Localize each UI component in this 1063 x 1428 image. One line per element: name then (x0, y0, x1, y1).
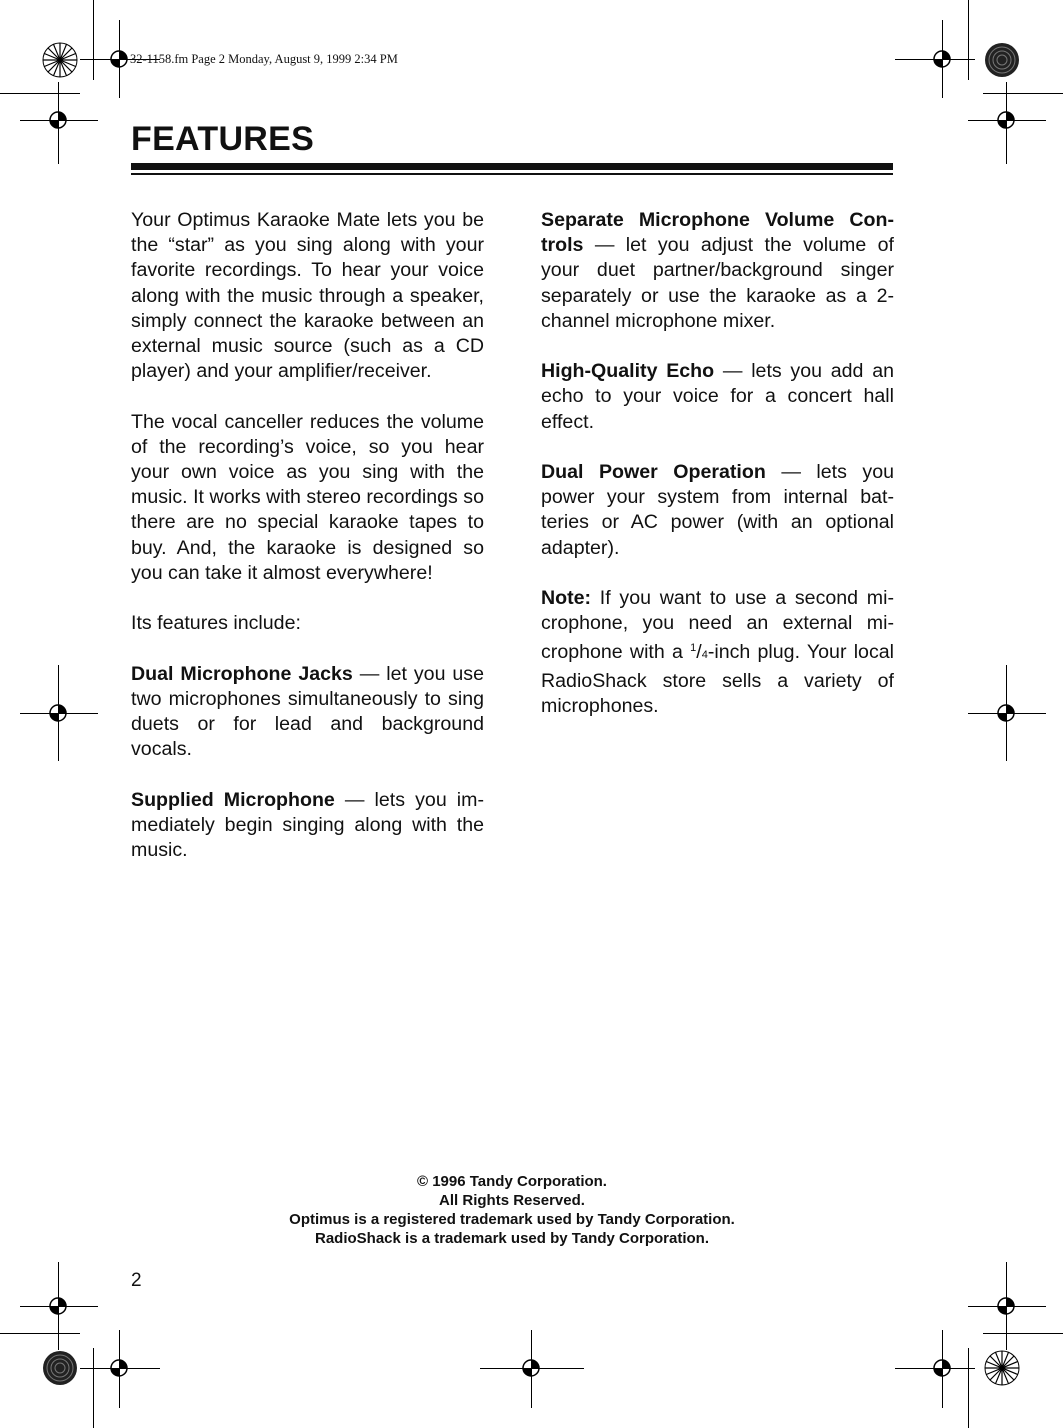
file-info-header: 32-1158.fm Page 2 Monday, August 9, 1999 2:34 PM (130, 52, 398, 66)
star-rosette-icon (984, 1350, 1020, 1386)
registration-target-icon (928, 1354, 956, 1382)
feature-item (131, 662, 484, 763)
crop-mark (93, 1348, 94, 1428)
crop-mark (0, 93, 80, 94)
feature-description: — lets you add an echo to your voice for a concert hall effect. (541, 360, 894, 433)
title-rule-thin (131, 173, 893, 175)
page-title: FEATURES (131, 120, 315, 158)
crop-mark (983, 1333, 1063, 1334)
registration-target-icon (105, 1354, 133, 1382)
feature-name: High-Quality Echo (541, 360, 715, 383)
registration-target-icon (44, 1292, 72, 1320)
crop-mark (983, 93, 1063, 94)
registration-target-icon (105, 45, 133, 73)
note-label: Note: (541, 587, 592, 609)
note-text: If you want to use a second microphone, you need an external microphone with a (541, 587, 894, 664)
crop-mark (968, 0, 969, 80)
note (541, 586, 894, 719)
feature-item (541, 460, 894, 561)
title-rule-thick (131, 163, 893, 170)
fraction-numerator: 1 (690, 642, 697, 655)
trademark-line: RadioShack is a trademark used by Tandy Corporation. (315, 1230, 709, 1247)
registration-target-icon (992, 106, 1020, 134)
feature-name: Dual Microphone Jacks (131, 662, 353, 685)
registration-target-icon (928, 45, 956, 73)
registration-target-icon (992, 1292, 1020, 1320)
feature-item (131, 788, 484, 864)
page-number: 2 (131, 1270, 142, 1291)
fraction-quarter: $^1$/4 (690, 641, 708, 664)
star-rosette-icon (42, 42, 78, 78)
intro-paragraph: Its features include: (131, 612, 301, 635)
feature-name: Separate Microphone Volume Controls (541, 209, 894, 257)
star-rosette-icon (984, 42, 1020, 78)
crop-mark (968, 1348, 969, 1428)
intro-paragraph: The vocal canceller reduces the volume of the recording’s voice, so you hear your own voice as you sing with the music. It works with stereo recordings so there are no special karaoke tapes to buy. And, the karaoke is designed so you can take it almost everywhere! (131, 410, 484, 584)
feature-description: — lets you power your system from internal batteries or AC power (with an optional adapter). (541, 461, 894, 559)
feature-description: — let you adjust the volume of your duet partner/background singer separately or use the karaoke as a 2-channel microphone mixer. (541, 234, 894, 332)
registration-target-icon (517, 1354, 545, 1382)
note-text: -inch plug. Your local RadioShack store sells a variety of microphones. (541, 641, 894, 717)
left-column (131, 208, 484, 888)
feature-name: Supplied Microphone (131, 788, 335, 811)
feature-description: — let you use two microphones simultaneously to sing duets or for lead and background vocals. (131, 662, 484, 761)
trademark-line: Optimus is a registered trademark used by Tandy Corporation. (289, 1211, 735, 1228)
feature-description: — lets you immediately begin singing along with the music. (131, 788, 484, 862)
registration-target-icon (44, 106, 72, 134)
rights-line: All Rights Reserved. (439, 1192, 585, 1209)
feature-name: Dual Power Operation (541, 461, 766, 483)
feature-item (541, 208, 894, 334)
star-rosette-icon (42, 1350, 78, 1386)
crop-mark (93, 0, 94, 80)
right-column (541, 208, 894, 744)
copyright-line: © 1996 Tandy Corporation. (417, 1173, 607, 1190)
crop-mark (0, 1333, 80, 1334)
copyright-footer (0, 1172, 1024, 1248)
fraction-denominator: 4 (701, 649, 708, 662)
registration-target-icon (44, 699, 72, 727)
intro-paragraph: Your Optimus Karaoke Mate lets you be the “star” as you sing along with your favorite recordings. To hear your voice along with the music through a speaker, simply connect the karaoke between an external music source (such as a CD player) and your amplifier/receiver. (131, 209, 484, 383)
registration-target-icon (992, 699, 1020, 727)
feature-item (541, 359, 894, 435)
